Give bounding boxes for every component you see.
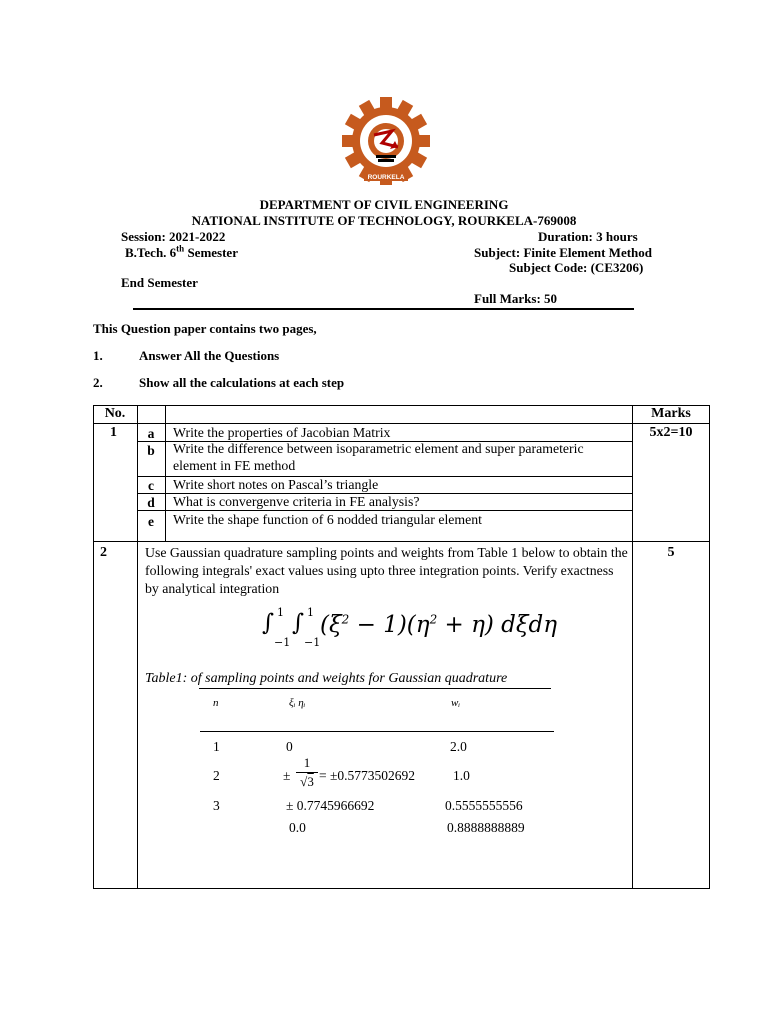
gauss-col-points: ξᵢ ηᵢ bbox=[289, 697, 306, 709]
subject: Subject: Finite Element Method bbox=[474, 245, 653, 260]
lower-limit-2: −1 bbox=[304, 636, 321, 649]
q1d-label: d bbox=[147, 495, 155, 510]
gauss-col-n: n bbox=[213, 697, 219, 709]
gauss-row4-point: 0.0 bbox=[289, 820, 306, 835]
institute-name: NATIONAL INSTITUTE OF TECHNOLOGY, ROURKELA-769008 bbox=[191, 213, 577, 228]
gauss-table-caption: Table1: of sampling points and weights for Gaussian quadrature bbox=[145, 671, 508, 686]
q1-marks: 5x2=10 bbox=[649, 425, 693, 440]
gear-logo-icon bbox=[340, 95, 432, 187]
fraction-numerator: 1 bbox=[303, 755, 311, 770]
gauss-row2-prefix: ± bbox=[283, 768, 291, 783]
gauss-row3-point: ± 0.7745966692 bbox=[286, 798, 375, 813]
program-semester bbox=[125, 245, 238, 261]
q2-number: 2 bbox=[100, 545, 107, 560]
q1b-label: b bbox=[147, 443, 155, 458]
upper-limit-1: 1 bbox=[277, 606, 284, 619]
gauss-row1-n: 1 bbox=[213, 739, 220, 754]
duration: Duration: 3 hours bbox=[538, 229, 638, 244]
gauss-row2-fraction bbox=[296, 755, 318, 795]
session: Session: 2021-2022 bbox=[121, 229, 226, 244]
program-sup: th bbox=[176, 243, 185, 254]
gauss-row3-n: 3 bbox=[213, 798, 220, 813]
upper-limit-2: 1 bbox=[307, 606, 314, 619]
q1a-label: a bbox=[147, 426, 155, 441]
gauss-row2-n: 2 bbox=[213, 768, 220, 783]
gauss-col-weights: wᵢ bbox=[451, 697, 461, 709]
full-marks: Full Marks: 50 bbox=[474, 291, 558, 306]
q1c-label: c bbox=[148, 478, 154, 493]
exam-type: End Semester bbox=[121, 275, 198, 290]
header-divider bbox=[133, 308, 634, 310]
q1e-text: Write the shape function of 6 nodded triangular element bbox=[173, 512, 483, 527]
q1c-text: Write short notes on Pascal’s triangle bbox=[173, 477, 379, 492]
semester: Semester bbox=[184, 245, 238, 260]
department-name: DEPARTMENT OF CIVIL ENGINEERING bbox=[259, 197, 509, 212]
nit-logo bbox=[340, 95, 432, 187]
instruction-num-2: 2. bbox=[93, 375, 103, 390]
integral-sign-1: ∫ bbox=[262, 610, 274, 636]
gauss-row1-weight: 2.0 bbox=[450, 739, 467, 754]
q1e-label: e bbox=[148, 514, 154, 529]
q1d-text: What is convergenve criteria in FE analysis? bbox=[173, 494, 420, 509]
q1b-text: Write the difference between isoparametric element and super parameteric element in FE method bbox=[173, 441, 584, 473]
col-header-no: No. bbox=[104, 406, 126, 421]
gauss-row1-point: 0 bbox=[286, 739, 293, 754]
q2-marks: 5 bbox=[667, 545, 675, 560]
gauss-row4-weight: 0.8888888889 bbox=[447, 820, 525, 835]
instructions-intro: This Question paper contains two pages, bbox=[93, 321, 317, 336]
subject-code: Subject Code: (CE3206) bbox=[509, 260, 644, 275]
program: B.Tech. 6 bbox=[125, 245, 177, 260]
q1-number: 1 bbox=[110, 425, 117, 440]
lower-limit-1: −1 bbox=[274, 636, 291, 649]
gauss-row2-weight: 1.0 bbox=[453, 768, 470, 783]
instruction-num-1: 1. bbox=[93, 348, 103, 363]
svg-text:ROURKELA: ROURKELA bbox=[367, 174, 405, 181]
integrand: $(\xi^2 - 1)(\eta^2 + \eta)$ dξdη bbox=[320, 612, 558, 638]
q2-integral bbox=[262, 606, 558, 660]
integral-sign-2: ∫ bbox=[292, 610, 304, 636]
gauss-row3-weight: 0.5555555556 bbox=[445, 798, 523, 813]
instruction-1: Answer All the Questions bbox=[139, 348, 280, 363]
q2-text: Use Gaussian quadrature sampling points and weights from Table 1 below to obtain the following integrals' exact values using upto three integration points. Verify exactness by analytical integration bbox=[145, 545, 628, 596]
instruction-2: Show all the calculations at each step bbox=[139, 375, 345, 390]
gauss-row2-point: = ±0.5773502692 bbox=[319, 768, 416, 783]
q1a-text: Write the properties of Jacobian Matrix bbox=[173, 425, 391, 440]
fraction-denominator: √3 bbox=[300, 774, 314, 789]
col-header-marks: Marks bbox=[651, 406, 691, 421]
